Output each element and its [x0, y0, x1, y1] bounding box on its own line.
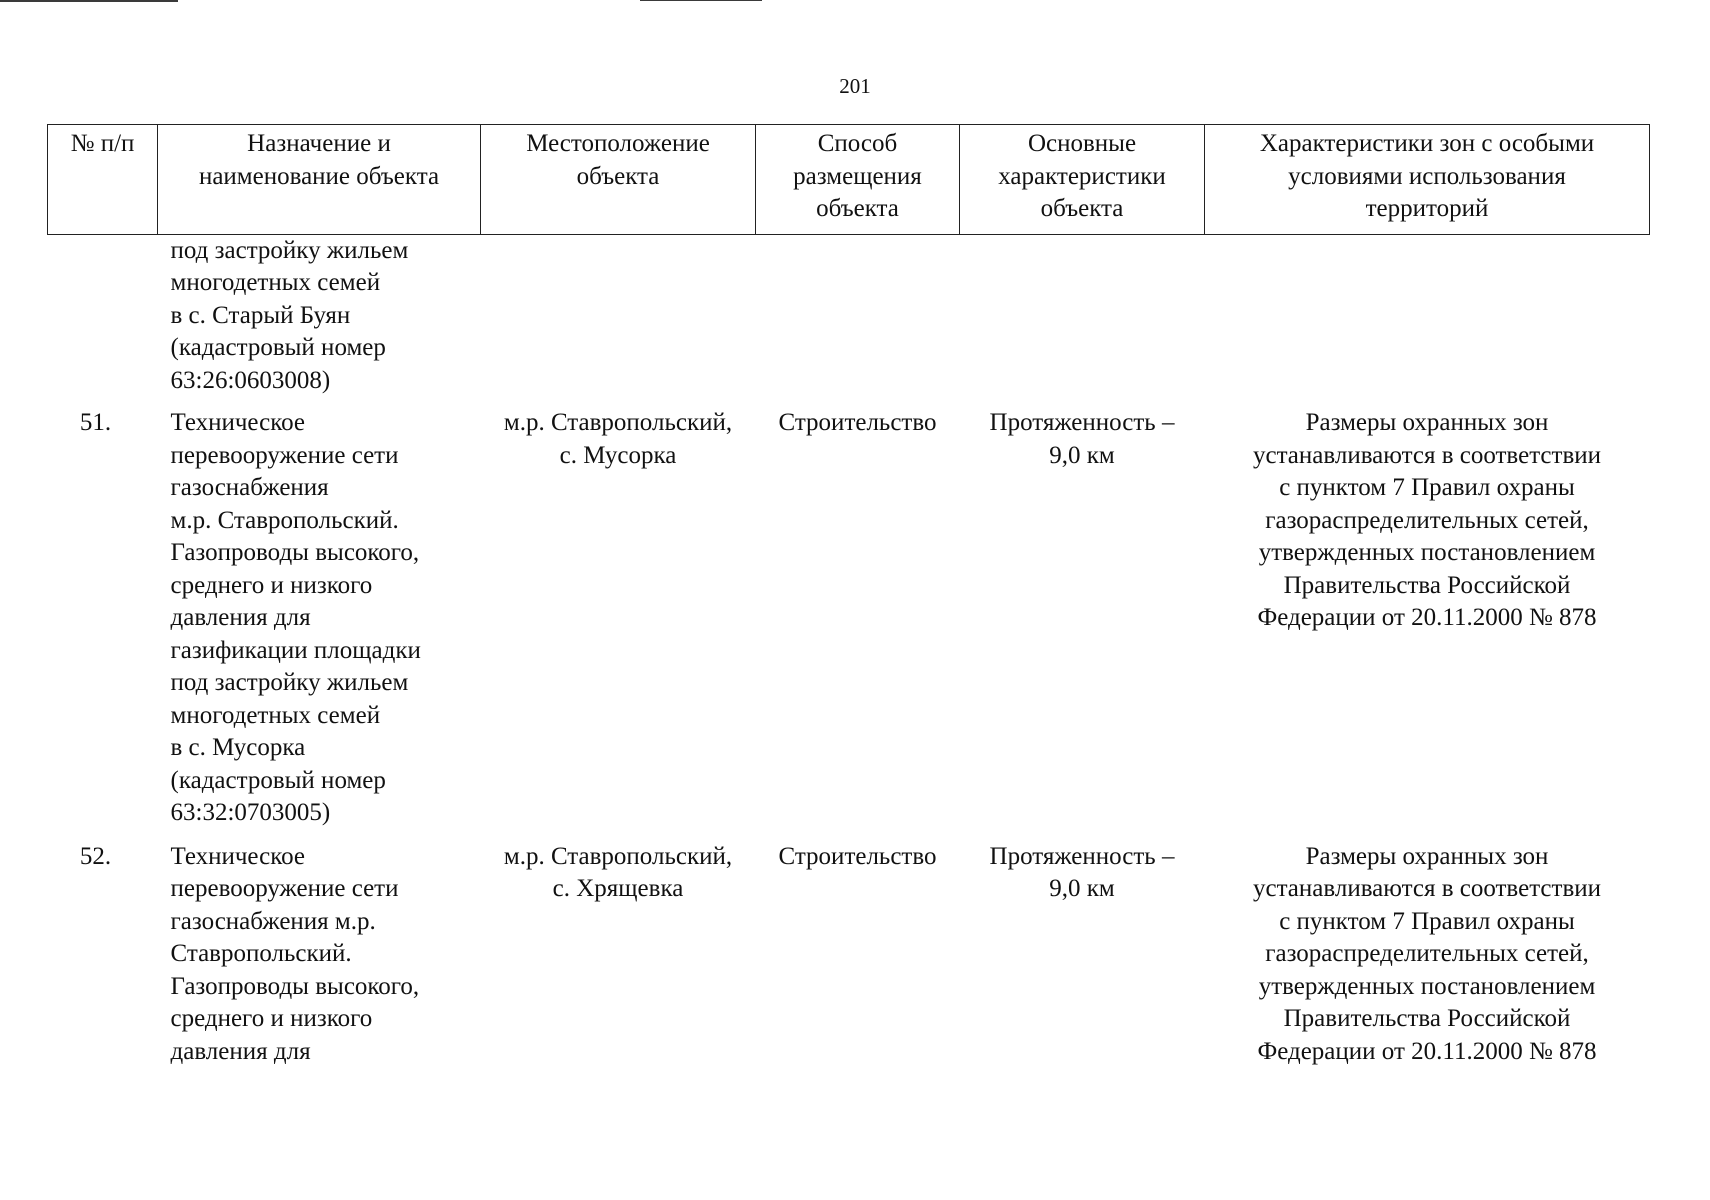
header-zones: Характеристики зон с особыми условиями использования территорий — [1205, 125, 1650, 235]
cell-name: под застройку жильем многодетных семей в с. Старый Буян (кадастровый номер 63:26:0603008) — [170, 236, 409, 394]
cell-characteristics — [960, 234, 1205, 407]
objects-table — [47, 124, 1650, 1079]
cell-name: Техническое перевооружение сети газоснабжения м.р. Ставропольский. Газопроводы высокого, среднего и низкого давления для газификации площадки под застройку жильем многодетных семей в с. Мусорка (кадастровый номер 63:32:0703005) — [170, 409, 421, 826]
cell-number — [48, 234, 158, 407]
cell-characteristics: Протяженность – 9,0 км — [989, 409, 1175, 469]
cell-zones: Размеры охранных зон устанавливаются в соответствии с пунктом 7 Правил охраны газораспределительных сетей, утвержденных постановлением Правительства Российской Федерации от 20.11.2000 № 878 — [1252, 842, 1602, 1065]
header-number: № п/п — [48, 125, 158, 235]
header-characteristics: Основные характеристики объекта — [960, 125, 1205, 235]
cell-zones: Размеры охранных зон устанавливаются в соответствии с пунктом 7 Правил охраны газораспределительных сетей, утвержденных постановлением Правительства Российской Федерации от 20.11.2000 № 878 — [1252, 409, 1602, 631]
scan-edge-line-right — [640, 0, 762, 1]
scan-edge-line-left — [0, 0, 178, 2]
table-header-row — [48, 125, 1650, 235]
cell-name: Техническое перевооружение сети газоснабжения м.р. Ставропольский. Газопроводы высокого, среднего и низкого давления для — [170, 842, 420, 1065]
cell-method — [756, 234, 960, 407]
page-number: 201 — [839, 74, 871, 98]
cell-number: 51. — [79, 409, 112, 436]
cell-location — [481, 234, 756, 407]
header-name: Назначение и наименование объекта — [158, 125, 481, 235]
cell-location: м.р. Ставропольский, с. Мусорка — [503, 409, 733, 469]
cell-zones — [1205, 234, 1650, 407]
table-row-52 — [48, 841, 1650, 1080]
header-method: Способ размещения объекта — [756, 125, 960, 235]
cell-method: Строительство — [778, 409, 937, 436]
table-row-continuation — [48, 234, 1650, 407]
cell-number: 52. — [79, 842, 112, 870]
cell-method: Строительство — [778, 842, 937, 870]
table-row-51 — [48, 407, 1650, 841]
cell-location: м.р. Ставропольский, с. Хрящевка — [503, 842, 733, 902]
cell-characteristics: Протяженность – 9,0 км — [989, 842, 1175, 902]
header-location: Местоположение объекта — [481, 125, 756, 235]
